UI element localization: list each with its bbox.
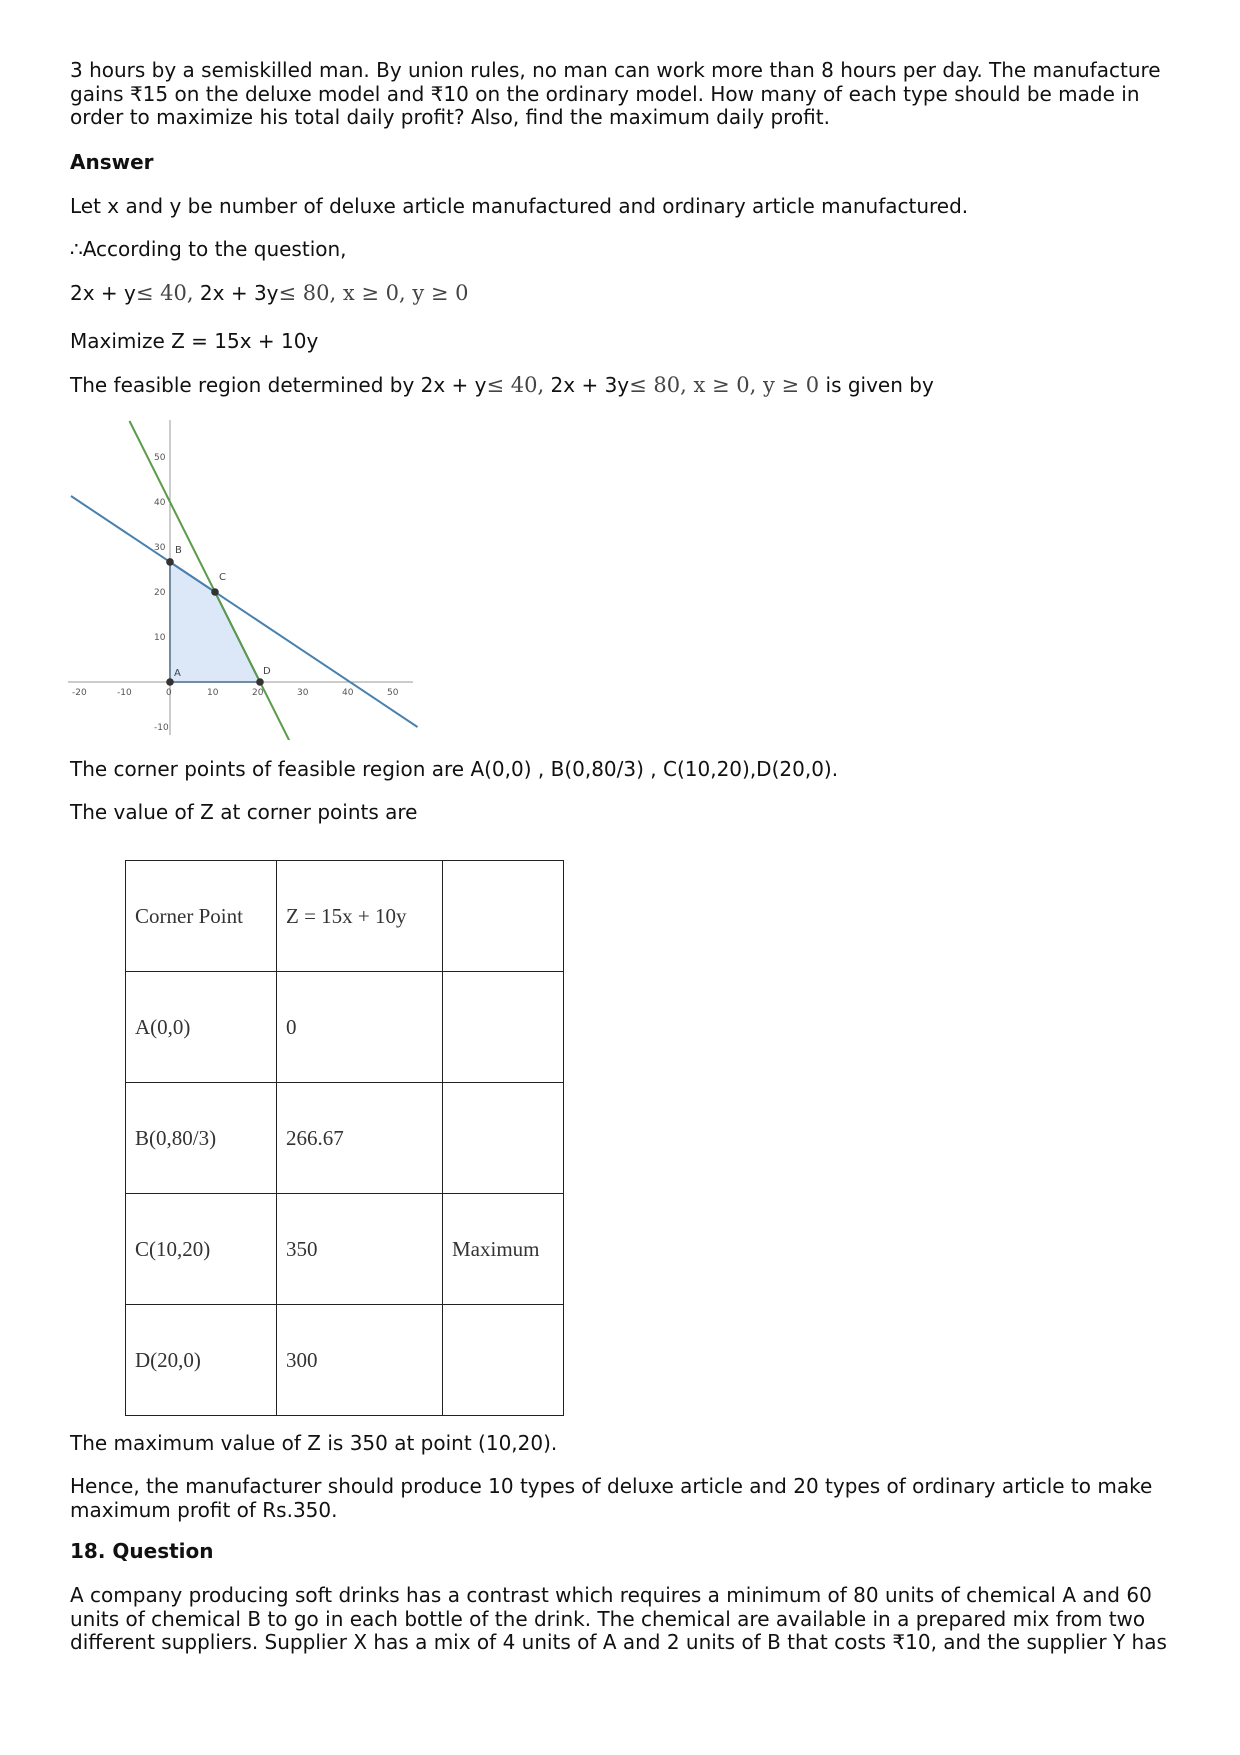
y-tick-label: 50	[154, 453, 166, 463]
feasible-part-2: 2x + 3y	[544, 373, 630, 397]
x-tick-label: -20	[72, 688, 87, 698]
y-tick-label: 30	[154, 543, 166, 553]
feasible-region-graph	[68, 420, 418, 740]
table-row	[126, 1194, 564, 1305]
table-cell: 0	[277, 972, 443, 1083]
table-cell: 300	[277, 1305, 443, 1416]
header-z-expression: Z = 15x + 10y	[277, 861, 443, 972]
constraint-2-lhs: 2x + 3y	[193, 281, 279, 305]
table-cell	[443, 972, 564, 1083]
constraint-1-rhs: ≤ 40,	[135, 281, 194, 305]
y-tick-label: -10	[154, 723, 169, 733]
x-tick-label: -10	[117, 688, 132, 698]
maximum-value-text: The maximum value of Z is 350 at point (10,20).	[70, 1431, 558, 1455]
table-cell: Maximum	[443, 1194, 564, 1305]
table-row	[126, 1083, 564, 1194]
problem-paragraph: 3 hours by a semiskilled man. By union rules, no man can work more than 8 hours per day. The manufacture gains ₹15 on the deluxe model and ₹10 on the ordinary model. How many of each type should be made in order to maximize his total daily profit? Also, find the maximum daily profit.	[70, 58, 1161, 129]
conclusion-text: Hence, the manufacturer should produce 10 types of deluxe article and 20 types of ordinary article to make maximum profit of Rs.350.	[70, 1474, 1153, 1522]
x-tick-label: 10	[207, 688, 219, 698]
x-tick-label: 40	[342, 688, 354, 698]
table-row	[126, 1305, 564, 1416]
table-header-row	[126, 861, 564, 972]
x-tick-label: 30	[297, 688, 309, 698]
feasible-math-1: ≤ 40,	[486, 373, 545, 397]
corner-point-dot	[256, 678, 264, 686]
objective-line: Maximize Z = 15x + 10y	[70, 329, 319, 353]
corner-point-dot	[166, 678, 174, 686]
question-text: A company producing soft drinks has a contrast which requires a minimum of 80 units of chemical A and 60 units of chemical B to go in each bottle of the drink. The chemical are available in a prepared mix from two different suppliers. Supplier X has a mix of 4 units of A and 2 units of B that costs ₹10, and the supplier Y has	[70, 1583, 1167, 1654]
table-cell: A(0,0)	[126, 972, 277, 1083]
x-tick-label: 20	[252, 688, 264, 698]
table-row	[126, 972, 564, 1083]
feasible-region-line	[70, 374, 1180, 398]
constraint-2-rhs: ≤ 80, x ≥ 0, y ≥ 0	[278, 281, 469, 305]
constraint-1-lhs: 2x + y	[70, 281, 136, 305]
y-tick-label: 40	[154, 498, 166, 508]
table-cell: B(0,80/3)	[126, 1083, 277, 1194]
corner-point-label: B	[175, 544, 182, 556]
table-cell: 266.67	[277, 1083, 443, 1194]
according-statement: ∴According to the question,	[70, 237, 347, 261]
feasible-suffix: is given by	[819, 373, 934, 397]
y-tick-label: 10	[154, 633, 166, 643]
feasible-prefix: The feasible region determined by 2x + y	[70, 373, 487, 397]
constraints-line	[70, 282, 1180, 306]
table-cell: C(10,20)	[126, 1194, 277, 1305]
y-tick-label: 20	[154, 588, 166, 598]
table-cell	[443, 1305, 564, 1416]
question-heading: 18. Question	[70, 1539, 214, 1563]
corner-point-dot	[166, 558, 174, 566]
let-statement: Let x and y be number of deluxe article manufactured and ordinary article manufactured.	[70, 194, 969, 218]
corner-point-table	[125, 860, 564, 1416]
x-tick-labels	[72, 688, 399, 698]
feasible-math-2: ≤ 80, x ≥ 0, y ≥ 0	[629, 373, 820, 397]
value-intro-text: The value of Z at corner points are	[70, 800, 418, 824]
answer-heading: Answer	[70, 150, 154, 174]
corner-point-label: C	[219, 572, 226, 583]
x-tick-label: 50	[387, 688, 399, 698]
feasible-region-polygon	[170, 562, 260, 682]
table-cell: 350	[277, 1194, 443, 1305]
header-corner-point: Corner Point	[126, 861, 277, 972]
table-cell	[443, 1083, 564, 1194]
corner-point-dot	[211, 588, 219, 596]
corner-points-text: The corner points of feasible region are A(0,0) , B(0,80/3) , C(10,20),D(20,0).	[70, 757, 839, 781]
corner-point-label: A	[174, 668, 181, 679]
x-tick-label: 0	[166, 688, 172, 698]
header-empty	[443, 861, 564, 972]
table-cell: D(20,0)	[126, 1305, 277, 1416]
corner-point-label: D	[263, 666, 271, 677]
